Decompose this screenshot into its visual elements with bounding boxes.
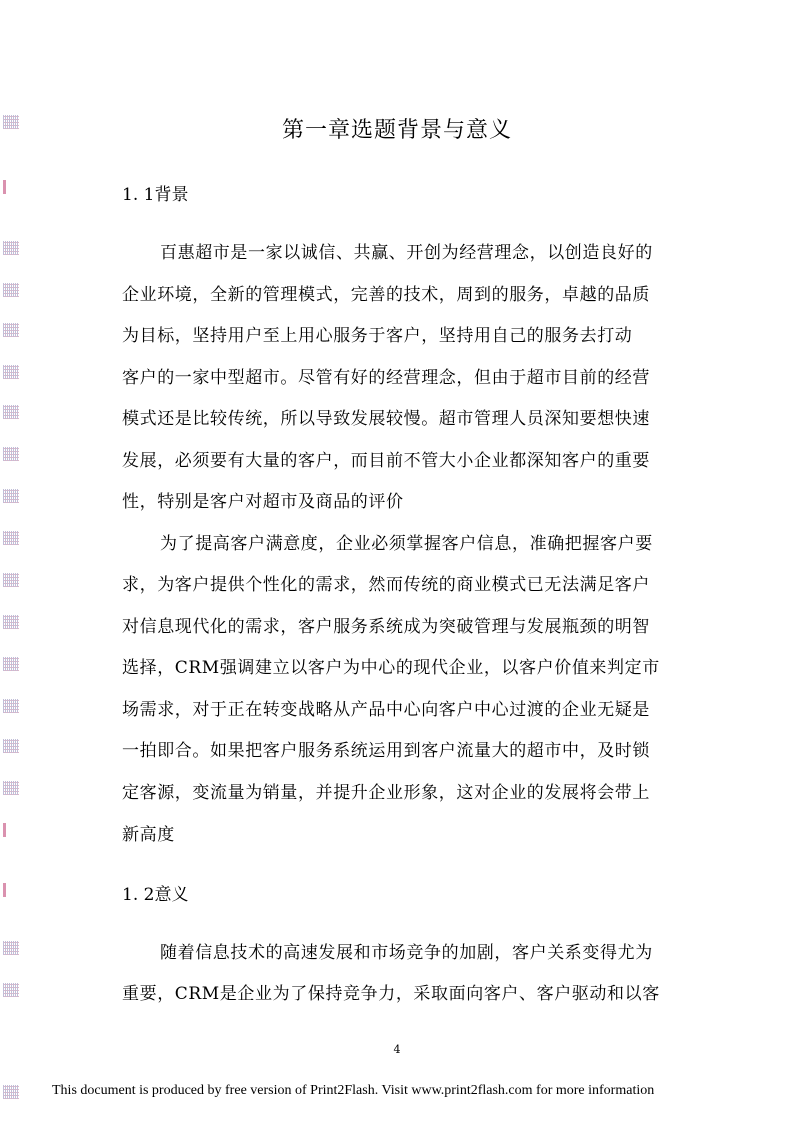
margin-artifact bbox=[3, 657, 19, 671]
paragraph-line: 一拍即合。如果把客户服务系统运用到客户流量大的超市中，及时锁 bbox=[122, 741, 650, 761]
margin-artifact bbox=[3, 573, 19, 587]
margin-artifact bbox=[3, 323, 19, 337]
section-heading-significance: 1. 2意义 bbox=[122, 885, 189, 905]
paragraph-line: 性，特别是客户对超市及商品的评价 bbox=[122, 492, 404, 512]
section-heading-background: 1. 1背景 bbox=[122, 185, 189, 205]
margin-artifact bbox=[3, 405, 19, 419]
margin-artifact bbox=[3, 983, 19, 997]
margin-artifact bbox=[3, 489, 19, 503]
paragraph-line: 百惠超市是一家以诚信、共赢、开创为经营理念，以创造良好的 bbox=[160, 243, 653, 263]
margin-artifact bbox=[3, 531, 19, 545]
paragraph-line: 为了提高客户满意度，企业必须掌握客户信息，准确把握客户要 bbox=[160, 534, 653, 554]
margin-artifact bbox=[3, 1085, 19, 1099]
margin-artifact bbox=[3, 283, 19, 297]
paragraph-line: 随着信息技术的高速发展和市场竞争的加剧，客户关系变得尤为 bbox=[160, 943, 653, 963]
chapter-title: 第一章选题背景与意义 bbox=[281, 118, 512, 143]
margin-artifact bbox=[3, 781, 19, 795]
paragraph-line: 企业环境，全新的管理模式，完善的技术，周到的服务，卓越的品质 bbox=[122, 285, 650, 305]
margin-artifact bbox=[3, 699, 19, 713]
paragraph-line: 重要，CRM是企业为了保持竞争力，采取面向客户、客户驱动和以客 bbox=[122, 984, 660, 1004]
paragraph-line: 定客源，变流量为销量，并提升企业形象，这对企业的发展将会带上 bbox=[122, 783, 650, 803]
paragraph-line: 新高度 bbox=[122, 825, 175, 845]
margin-artifact bbox=[3, 447, 19, 461]
margin-artifact bbox=[3, 615, 19, 629]
margin-artifact bbox=[3, 180, 6, 194]
watermark-text: This document is produced by free version of Print2Flash. Visit www.print2flash.com for more information bbox=[52, 1083, 655, 1098]
margin-artifact bbox=[3, 241, 19, 255]
paragraph-line: 为目标，坚持用户至上用心服务于客户，坚持用自己的服务去打动 bbox=[122, 326, 633, 346]
margin-artifact bbox=[3, 739, 19, 753]
margin-artifact bbox=[3, 883, 6, 897]
paragraph-line: 模式还是比较传统，所以导致发展较慢。超市管理人员深知要想快速 bbox=[122, 409, 650, 429]
paragraph-line: 求，为客户提供个性化的需求，然而传统的商业模式已无法满足客户 bbox=[122, 575, 650, 595]
paragraph-line: 场需求，对于正在转变战略从产品中心向客户中心过渡的企业无疑是 bbox=[122, 700, 650, 720]
paragraph-line: 选择，CRM强调建立以客户为中心的现代企业，以客户价值来判定市 bbox=[122, 658, 660, 678]
margin-artifact bbox=[3, 941, 19, 955]
paragraph-line: 对信息现代化的需求，客户服务系统成为突破管理与发展瓶颈的明智 bbox=[122, 617, 650, 637]
margin-artifact bbox=[3, 365, 19, 379]
paragraph-line: 客户的一家中型超市。尽管有好的经营理念，但由于超市目前的经营 bbox=[122, 368, 650, 388]
margin-artifact bbox=[3, 823, 6, 837]
page-number: 4 bbox=[393, 1043, 401, 1056]
paragraph-line: 发展，必须要有大量的客户，而目前不管大小企业都深知客户的重要 bbox=[122, 451, 650, 471]
